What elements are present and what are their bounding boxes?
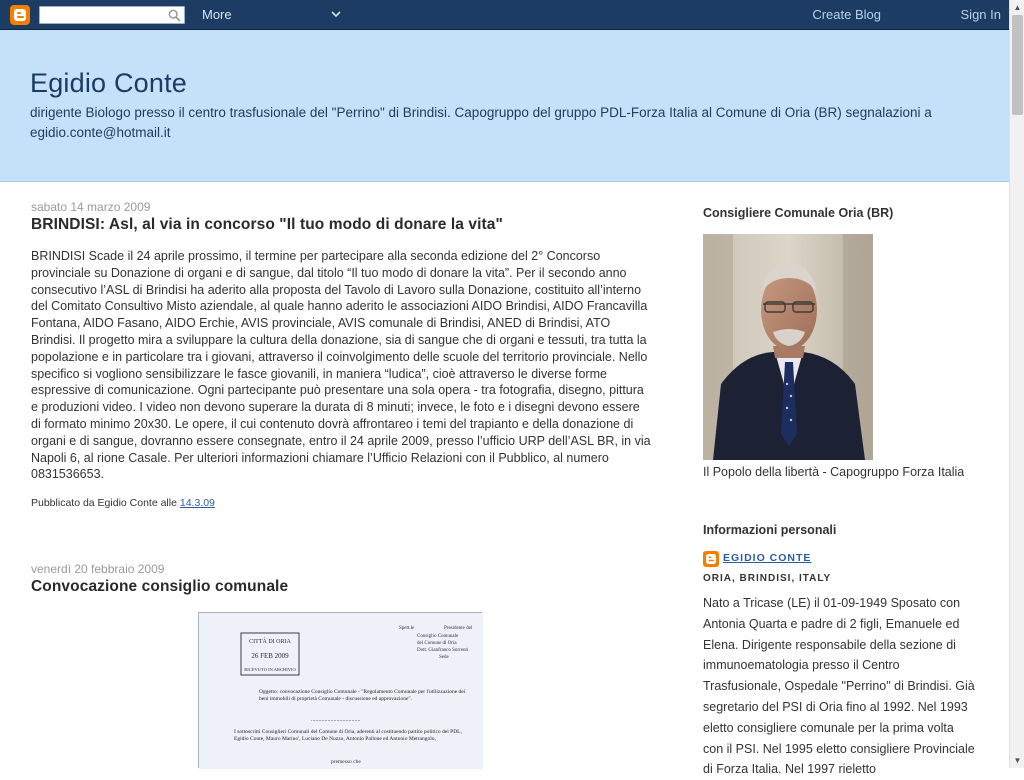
main-column xyxy=(31,200,651,509)
scrollbar-thumb[interactable] xyxy=(1012,15,1023,115)
document-paragraph: I sottoscritti Consiglieri Comunali del Comune di Oria, aderenti al costituendo partito politico del PDL, Egidio Conte, Mauro Marino', Luciano De Nuzzo, Antonio Pallone ed Antonio Metrangolo, xyxy=(234,729,462,742)
profile-about-text: Nato a Tricase (LE) il 01-09-1949 Sposato con Antonia Quarta e padre di 2 figli, Emanuele ed Elena. Dirigente responsabile della sezione di immunoematologia presso il Centro Trasfusionale, Ospedale "Perrino" di Brindisi. Già segretario del PSI di Oria fino al 1992. Nel 1993 eletto consigliere comunale per la prima volta con il PSI. Nel 1995 eletto consigliere Provinciale di Forza Italia. Nel 1997 rieletto xyxy=(703,596,975,777)
sign-in-link[interactable]: Sign In xyxy=(960,7,1001,22)
addressee-line: Sede xyxy=(439,655,449,660)
portrait-caption: Il Popolo della libertà - Capogruppo Forza Italia xyxy=(703,465,965,479)
blog-description: dirigente Biologo presso il centro trasfusionale del "Perrino" di Brindisi. Capogruppo del gruppo PDL-Forza Italia al Comune di Oria (BR) segnalazioni a egidio.conte@hotmail.it xyxy=(30,105,932,140)
blog-title[interactable]: Egidio Conte xyxy=(30,68,188,98)
document-subject: Oggetto: convocazione Consiglio Comunale - "Regolamento Comunale per l'utilizzazione dei beni immobili di proprietà Comunale - discussione ed approvazione". xyxy=(259,689,466,702)
widget-title: Consigliere Comunale Oria (BR) xyxy=(703,206,894,220)
post-footer xyxy=(31,497,651,509)
blog-header xyxy=(0,30,1009,182)
blogger-icon[interactable] xyxy=(10,5,30,25)
scanned-document-image[interactable] xyxy=(198,612,482,768)
post-body: BRINDISI Scade il 24 aprile prossimo, il termine per partecipare alla seconda edizione del 2° Concorso provinciale su Donazione di organi e di sangue, dal titolo “Il tuo modo di donare la vita”. Per il secondo anno consecutivo l’ASL di Brindisi ha aderito alla proposta del Tavolo di Lavoro sulla Donazione, costituito all’interno del Comitato Consultivo Misto aziendale, al quale hanno aderito le associazioni AIDO Brindisi, AIDO Francavilla Fontana, AIDO Fasano, AIDO Erchie, AVIS provinciale, AVIS comunale di Brindisi, ANED di Brindisi, ATO Brindisi. Il progetto mira a sviluppare la cultura della donazione, sia di sangue che di organi e tessuti, tra tutta la popolazione e in particolare tra i giovani, attraverso il coinvolgimento delle scuole del territorio provinciale. Nello specifico si vogliono sensibilizzare le fasce giovanili, in maniera “ludica”, cioè attraverso le diverse forme espressive di comunicazione. Ogni partecipante può presentare una sola opera - tra fotografia, disegno, pittura e produzioni video. I video non devono superare la durata di 8 minuti; invece, le foto e i disegni devono essere di formato minimo 20x30. Le opere, il cui contenuto dovrà affrontareo i temi del trapianto e della donazione di organi e di sangue, dovranno essere consegnate, entro il 24 aprile 2009, presso l’ufficio URP dell’ASL BR, in via Napoli 6, al rione Casale. Per ulteriori informazioni chiamare l’Ufficio Relazioni con il Pubblico, al numero 0831536653. xyxy=(31,249,651,482)
blogger-profile-icon xyxy=(703,551,719,567)
create-blog-link[interactable]: Create Blog xyxy=(812,7,881,22)
document-closing: premesso che xyxy=(331,759,361,765)
stamp-date: 26 FEB 2009 xyxy=(251,652,289,660)
chevron-down-icon[interactable] xyxy=(330,9,342,19)
post-author-label: Pubblicato da Egidio Conte alle xyxy=(31,497,180,510)
addressee-line: Spett.le xyxy=(399,626,415,631)
post xyxy=(31,562,651,610)
post-date: sabato 14 marzo 2009 xyxy=(31,200,151,214)
post-title: Convocazione consiglio comunale xyxy=(31,578,289,595)
vertical-scrollbar[interactable] xyxy=(1009,0,1024,768)
stamp-note: RICEVUTO IN ARCHIVIO xyxy=(244,667,296,672)
more-menu-label[interactable]: More xyxy=(202,7,232,22)
addressee-line: Dott. Gianfranco Sorrenti xyxy=(417,648,469,653)
search-icon[interactable] xyxy=(168,9,181,22)
profile-widget-title: Informazioni personali xyxy=(703,523,837,537)
post-timestamp-link[interactable]: 14.3.09 xyxy=(179,497,215,510)
profile-portrait-image[interactable] xyxy=(703,234,873,460)
addressee-line: Presidente del xyxy=(444,626,473,631)
search-input[interactable] xyxy=(39,6,185,24)
blogger-navbar xyxy=(0,0,1009,30)
profile-name-link[interactable]: EGIDIO CONTE xyxy=(723,552,812,564)
stamp-city: CITTÀ DI ORIA xyxy=(249,639,291,645)
post-title: BRINDISI: Asl, al via in concorso "Il tuo modo di donare la vita" xyxy=(31,216,503,233)
addressee-line: del Comune di Oria xyxy=(417,641,457,646)
profile-location: ORIA, BRINDISI, ITALY xyxy=(703,573,832,584)
document-dots: ................................. xyxy=(311,717,361,723)
addressee-line: Consiglio Comunale xyxy=(417,634,459,639)
post-date: venerdì 20 febbraio 2009 xyxy=(31,562,165,576)
sidebar xyxy=(703,206,983,220)
post xyxy=(31,200,651,509)
scroll-down-arrow-icon[interactable]: ▼ xyxy=(1013,756,1022,765)
scroll-up-arrow-icon[interactable]: ▲ xyxy=(1013,3,1022,12)
